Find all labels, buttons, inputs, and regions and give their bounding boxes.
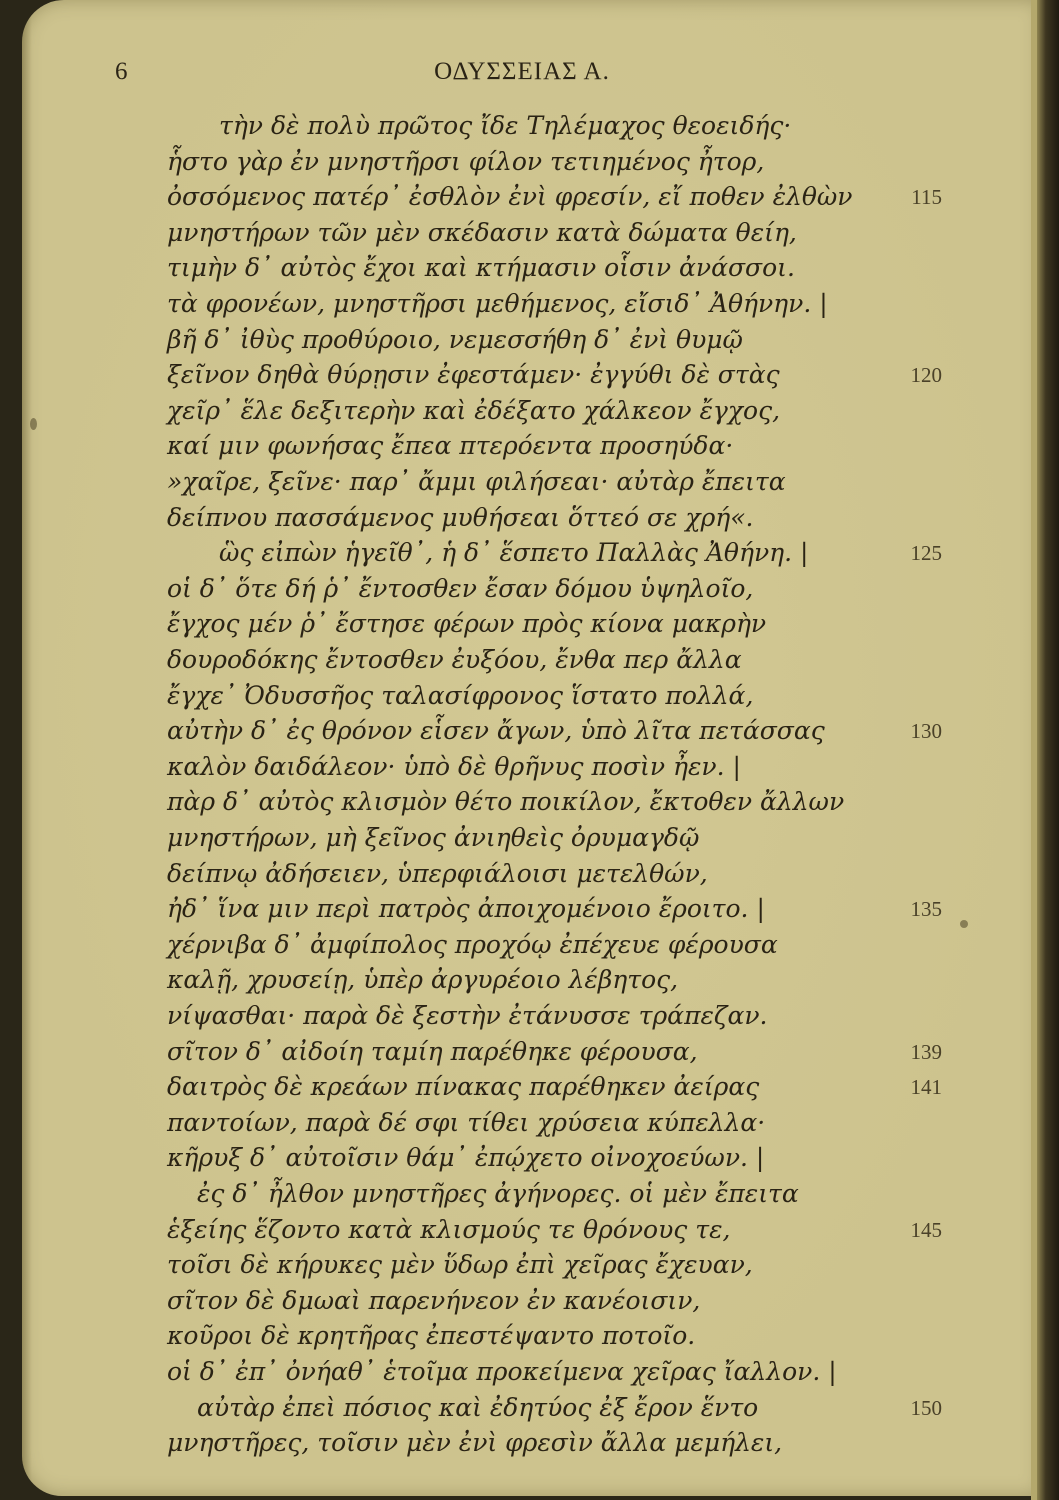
verse-line: ἐς δ᾽ ἦλθον μνηστῆρες ἀγήνορες. οἱ μὲν ἔπειτα (197, 1179, 799, 1208)
verse-block (22, 0, 1040, 1496)
verse-line: μνηστήρων τῶν μὲν σκέδασιν κατὰ δώματα θείη, (167, 218, 797, 247)
line-number: 145 (910, 1218, 942, 1242)
verse-line: μνηστῆρες, τοῖσιν μὲν ἐνὶ φρεσὶν ἄλλα μεμήλει, (167, 1428, 783, 1457)
book-gutter (1037, 0, 1059, 1500)
page-sheet (22, 0, 1040, 1496)
verse-line: καί μιν φωνήσας ἔπεα πτερόεντα προσηύδα· (167, 431, 734, 460)
verse-line: τὰ φρονέων, μνηστῆρσι μεθήμενος, εἴσιδ᾽ Ἀθήνην. | (167, 289, 828, 318)
verse-line: καλὸν δαιδάλεον· ὑπὸ δὲ θρῆνυς ποσὶν ἦεν. | (167, 752, 741, 781)
verse-line: σῖτον δὲ δμωαὶ παρενήνεον ἐν κανέοισιν, (167, 1286, 701, 1315)
verse-line: ἔγχος μέν ῥ᾽ ἔστησε φέρων πρὸς κίονα μακρὴν (167, 609, 767, 638)
verse-line: χέρνιβα δ᾽ ἀμφίπολος προχόῳ ἐπέχευε φέρουσα (167, 930, 778, 959)
verse-line: αὐτὰρ ἐπεὶ πόσιος καὶ ἐδητύος ἐξ ἔρον ἕντο (197, 1393, 759, 1422)
verse-line: δαιτρὸς δὲ κρεάων πίνακας παρέθηκεν ἀείρας (167, 1072, 760, 1101)
verse-line: καλῇ, χρυσείῃ, ὑπὲρ ἀργυρέοιο λέβητος, (167, 965, 679, 994)
verse-line: ἑξείης ἕζοντο κατὰ κλισμούς τε θρόνους τε, (167, 1215, 731, 1244)
verse-line: τοῖσι δὲ κήρυκες μὲν ὕδωρ ἐπὶ χεῖρας ἔχευαν, (167, 1250, 753, 1279)
verse-line: ἔγχε᾽ Ὀδυσσῆος ταλασίφρονος ἵστατο πολλά, (167, 681, 754, 710)
page-number: 6 (115, 58, 128, 85)
verse-line: χεῖρ᾽ ἕλε δεξιτερὴν καὶ ἐδέξατο χάλκεον ἔγχος, (167, 396, 781, 425)
verse-line: ἠδ᾽ ἵνα μιν περὶ πατρὸς ἀποιχομένοιο ἔροιτο. | (167, 894, 765, 923)
verse-line: τὴν δὲ πολὺ πρῶτος ἴδε Τηλέμαχος θεοειδής· (219, 111, 792, 140)
verse-line: κῆρυξ δ᾽ αὐτοῖσιν θάμ᾽ ἐπῴχετο οἰνοχοεύων. | (167, 1143, 765, 1172)
line-number: 130 (910, 719, 942, 743)
verse-line: πὰρ δ᾽ αὐτὸς κλισμὸν θέτο ποικίλον, ἔκτοθεν ἄλλων (167, 787, 845, 816)
line-number: 115 (911, 185, 942, 209)
verse-line: νίψασθαι· παρὰ δὲ ξεστὴν ἐτάνυσσε τράπεζαν. (167, 1001, 768, 1030)
verse-line: δουροδόκης ἔντοσθεν ἐυξόου, ἔνθα περ ἄλλα (167, 645, 742, 674)
verse-line: οἱ δ᾽ ὅτε δή ῥ᾽ ἔντοσθεν ἔσαν δόμου ὑψηλοῖο, (167, 574, 754, 603)
verse-line: δείπνῳ ἀδήσειεν, ὑπερφιάλοισι μετελθών, (167, 859, 708, 888)
line-number: 139 (910, 1040, 942, 1064)
ink-spot (960, 920, 968, 928)
verse-line: τιμὴν δ᾽ αὐτὸς ἔχοι καὶ κτήμασιν οἷσιν ἀνάσσοι. (167, 253, 795, 282)
verse-line: ξεῖνον δηθὰ θύρῃσιν ἐφεστάμεν· ἐγγύθι δὲ στὰς (167, 360, 780, 389)
verse-line: »χαῖρε, ξεῖνε· παρ᾽ ἄμμι φιλήσεαι· αὐτὰρ ἔπειτα (167, 467, 786, 496)
running-head: ΟΔΥΣΣΕΙΑΣ Α. (434, 58, 610, 85)
verse-line: ὣς εἰπὼν ἡγεῖθ᾽, ἡ δ᾽ ἕσπετο Παλλὰς Ἀθήνη. | (219, 538, 809, 567)
verse-line: βῆ δ᾽ ἰθὺς προθύροιο, νεμεσσήθη δ᾽ ἐνὶ θυμῷ (167, 325, 743, 354)
verse-line: παντοίων, παρὰ δέ σφι τίθει χρύσεια κύπελλα· (167, 1108, 766, 1137)
verse-line: ἧστο γὰρ ἐν μνηστῆρσι φίλον τετιημένος ἦτορ, (167, 147, 765, 176)
line-number: 141 (910, 1075, 942, 1099)
verse-line: κοῦροι δὲ κρητῆρας ἐπεστέψαντο ποτοῖο. (167, 1321, 696, 1350)
verse-line: μνηστήρων, μὴ ξεῖνος ἀνιηθεὶς ὀρυμαγδῷ (167, 823, 700, 852)
verse-line: οἱ δ᾽ ἐπ᾽ ὀνήαθ᾽ ἑτοῖμα προκείμενα χεῖρας ἴαλλον. | (167, 1357, 837, 1386)
line-number: 120 (910, 363, 942, 387)
ink-spot (30, 418, 37, 430)
verse-line: σῖτον δ᾽ αἰδοίη ταμίη παρέθηκε φέρουσα, (167, 1037, 698, 1066)
verse-line: ὀσσόμενος πατέρ᾽ ἐσθλὸν ἐνὶ φρεσίν, εἴ ποθεν ἐλθὼν (167, 182, 853, 211)
verse-line: αὐτὴν δ᾽ ἐς θρόνον εἷσεν ἄγων, ὑπὸ λῖτα πετάσσας (167, 716, 825, 745)
verse-line: δείπνου πασσάμενος μυθήσεαι ὅττεό σε χρή«. (167, 503, 754, 532)
line-number: 150 (910, 1396, 942, 1420)
line-number: 135 (910, 897, 942, 921)
line-number: 125 (910, 541, 942, 565)
